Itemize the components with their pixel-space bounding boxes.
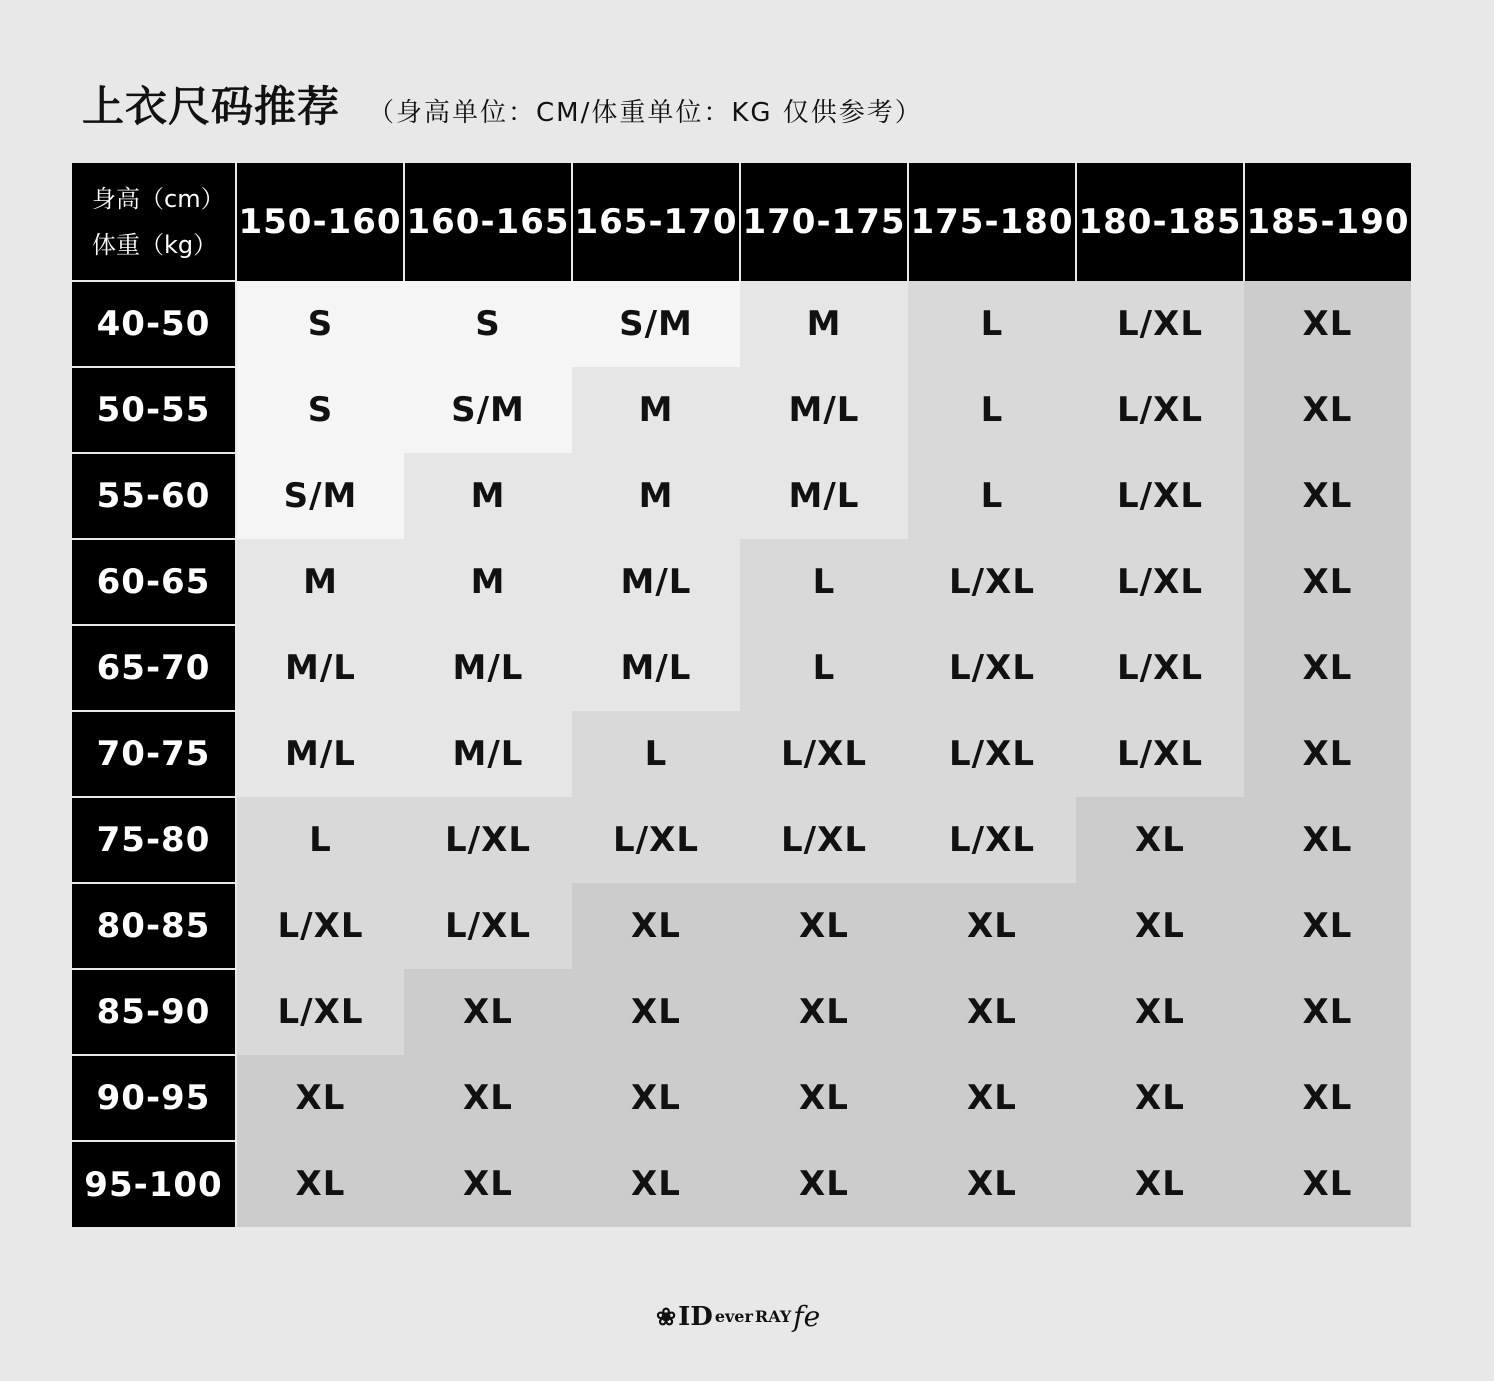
size-cell: L/XL <box>404 883 572 969</box>
size-cell: S <box>236 281 404 367</box>
logo-text-c: RAY <box>754 1307 792 1326</box>
table-row <box>72 539 1411 625</box>
size-cell: L/XL <box>1076 453 1244 539</box>
page-subtitle: （身高单位：CM/体重单位：KG 仅供参考） <box>368 98 923 128</box>
logo-text-b: ever <box>714 1307 753 1326</box>
size-cell: XL <box>1076 1141 1244 1227</box>
size-chart-table <box>72 163 1411 1227</box>
size-cell: M/L <box>404 711 572 797</box>
size-cell: L/XL <box>1076 625 1244 711</box>
height-header: 175-180 <box>908 163 1076 281</box>
weight-header: 95-100 <box>72 1141 236 1227</box>
size-cell: M/L <box>572 539 740 625</box>
weight-header: 55-60 <box>72 453 236 539</box>
size-cell: XL <box>1244 1141 1411 1227</box>
size-cell: XL <box>1244 281 1411 367</box>
size-cell: S/M <box>572 281 740 367</box>
size-cell: XL <box>908 1141 1076 1227</box>
size-cell: M/L <box>572 625 740 711</box>
size-cell: XL <box>572 883 740 969</box>
height-header: 170-175 <box>740 163 908 281</box>
height-header: 165-170 <box>572 163 740 281</box>
size-cell: M <box>740 281 908 367</box>
size-cell: XL <box>1244 883 1411 969</box>
weight-header: 40-50 <box>72 281 236 367</box>
size-cell: XL <box>1244 367 1411 453</box>
size-cell: XL <box>1244 539 1411 625</box>
height-header: 150-160 <box>236 163 404 281</box>
weight-header: 75-80 <box>72 797 236 883</box>
size-cell: XL <box>236 1055 404 1141</box>
size-cell: L <box>908 453 1076 539</box>
size-cell: M <box>572 367 740 453</box>
size-cell: S <box>404 281 572 367</box>
logo-text-a: ID <box>678 1301 713 1332</box>
table-row <box>72 625 1411 711</box>
size-cell: XL <box>740 1141 908 1227</box>
size-cell: XL <box>1076 969 1244 1055</box>
table-row <box>72 969 1411 1055</box>
size-cell: XL <box>740 969 908 1055</box>
size-cell: L <box>236 797 404 883</box>
weight-header: 60-65 <box>72 539 236 625</box>
logo-text-d: fe <box>793 1300 821 1333</box>
table-row <box>72 883 1411 969</box>
height-header: 180-185 <box>1076 163 1244 281</box>
size-cell: L/XL <box>740 797 908 883</box>
size-cell: XL <box>1076 1055 1244 1141</box>
size-cell: M/L <box>236 711 404 797</box>
weight-header: 90-95 <box>72 1055 236 1141</box>
size-cell: M/L <box>740 367 908 453</box>
weight-unit-label: 体重（kg） <box>92 230 218 259</box>
size-cell: XL <box>236 1141 404 1227</box>
size-cell: XL <box>1244 711 1411 797</box>
header-row <box>72 163 1411 281</box>
size-cell: L/XL <box>908 711 1076 797</box>
size-cell: XL <box>1076 883 1244 969</box>
weight-header: 85-90 <box>72 969 236 1055</box>
table-row <box>72 1141 1411 1227</box>
size-cell: M <box>404 539 572 625</box>
size-cell: L <box>572 711 740 797</box>
size-cell: XL <box>404 969 572 1055</box>
size-cell: L <box>740 539 908 625</box>
size-cell: S/M <box>404 367 572 453</box>
rose-icon: ❀ <box>656 1302 677 1331</box>
size-cell: L/XL <box>236 969 404 1055</box>
table-row <box>72 281 1411 367</box>
size-cell: XL <box>572 1055 740 1141</box>
size-cell: XL <box>908 969 1076 1055</box>
size-cell: L/XL <box>1076 367 1244 453</box>
size-cell: XL <box>572 1141 740 1227</box>
table-body <box>72 281 1411 1227</box>
table-row <box>72 711 1411 797</box>
size-cell: M/L <box>740 453 908 539</box>
table-row <box>72 453 1411 539</box>
weight-header: 50-55 <box>72 367 236 453</box>
height-header: 160-165 <box>404 163 572 281</box>
height-unit-label: 身高（cm） <box>92 184 225 213</box>
size-cell: L/XL <box>236 883 404 969</box>
brand-logo <box>656 1300 820 1333</box>
size-cell: S/M <box>236 453 404 539</box>
size-cell: XL <box>1244 969 1411 1055</box>
size-cell: M <box>572 453 740 539</box>
size-cell: L/XL <box>908 797 1076 883</box>
size-cell: L/XL <box>740 711 908 797</box>
size-cell: L/XL <box>404 797 572 883</box>
weight-header: 80-85 <box>72 883 236 969</box>
size-cell: M <box>236 539 404 625</box>
size-cell: XL <box>740 1055 908 1141</box>
size-cell: S <box>236 367 404 453</box>
size-cell: L/XL <box>1076 539 1244 625</box>
size-cell: L/XL <box>908 539 1076 625</box>
weight-header: 65-70 <box>72 625 236 711</box>
size-cell: XL <box>1244 453 1411 539</box>
size-cell: L/XL <box>908 625 1076 711</box>
size-cell: XL <box>404 1055 572 1141</box>
size-cell: XL <box>1244 1055 1411 1141</box>
table-row <box>72 797 1411 883</box>
size-cell: XL <box>404 1141 572 1227</box>
size-cell: L <box>740 625 908 711</box>
size-cell: L/XL <box>1076 711 1244 797</box>
table-row <box>72 1055 1411 1141</box>
height-header: 185-190 <box>1244 163 1411 281</box>
corner-header <box>72 163 236 281</box>
size-cell: XL <box>740 883 908 969</box>
size-cell: M/L <box>236 625 404 711</box>
size-cell: L/XL <box>1076 281 1244 367</box>
size-cell: XL <box>1244 797 1411 883</box>
weight-header: 70-75 <box>72 711 236 797</box>
size-cell: M/L <box>404 625 572 711</box>
size-cell: L/XL <box>572 797 740 883</box>
size-cell: L <box>908 281 1076 367</box>
size-cell: XL <box>1076 797 1244 883</box>
size-cell: M <box>404 453 572 539</box>
page-title: 上衣尺码推荐 <box>82 82 341 131</box>
table-row <box>72 367 1411 453</box>
size-cell: XL <box>908 1055 1076 1141</box>
size-cell: L <box>908 367 1076 453</box>
size-cell: XL <box>1244 625 1411 711</box>
size-cell: XL <box>572 969 740 1055</box>
size-cell: XL <box>908 883 1076 969</box>
